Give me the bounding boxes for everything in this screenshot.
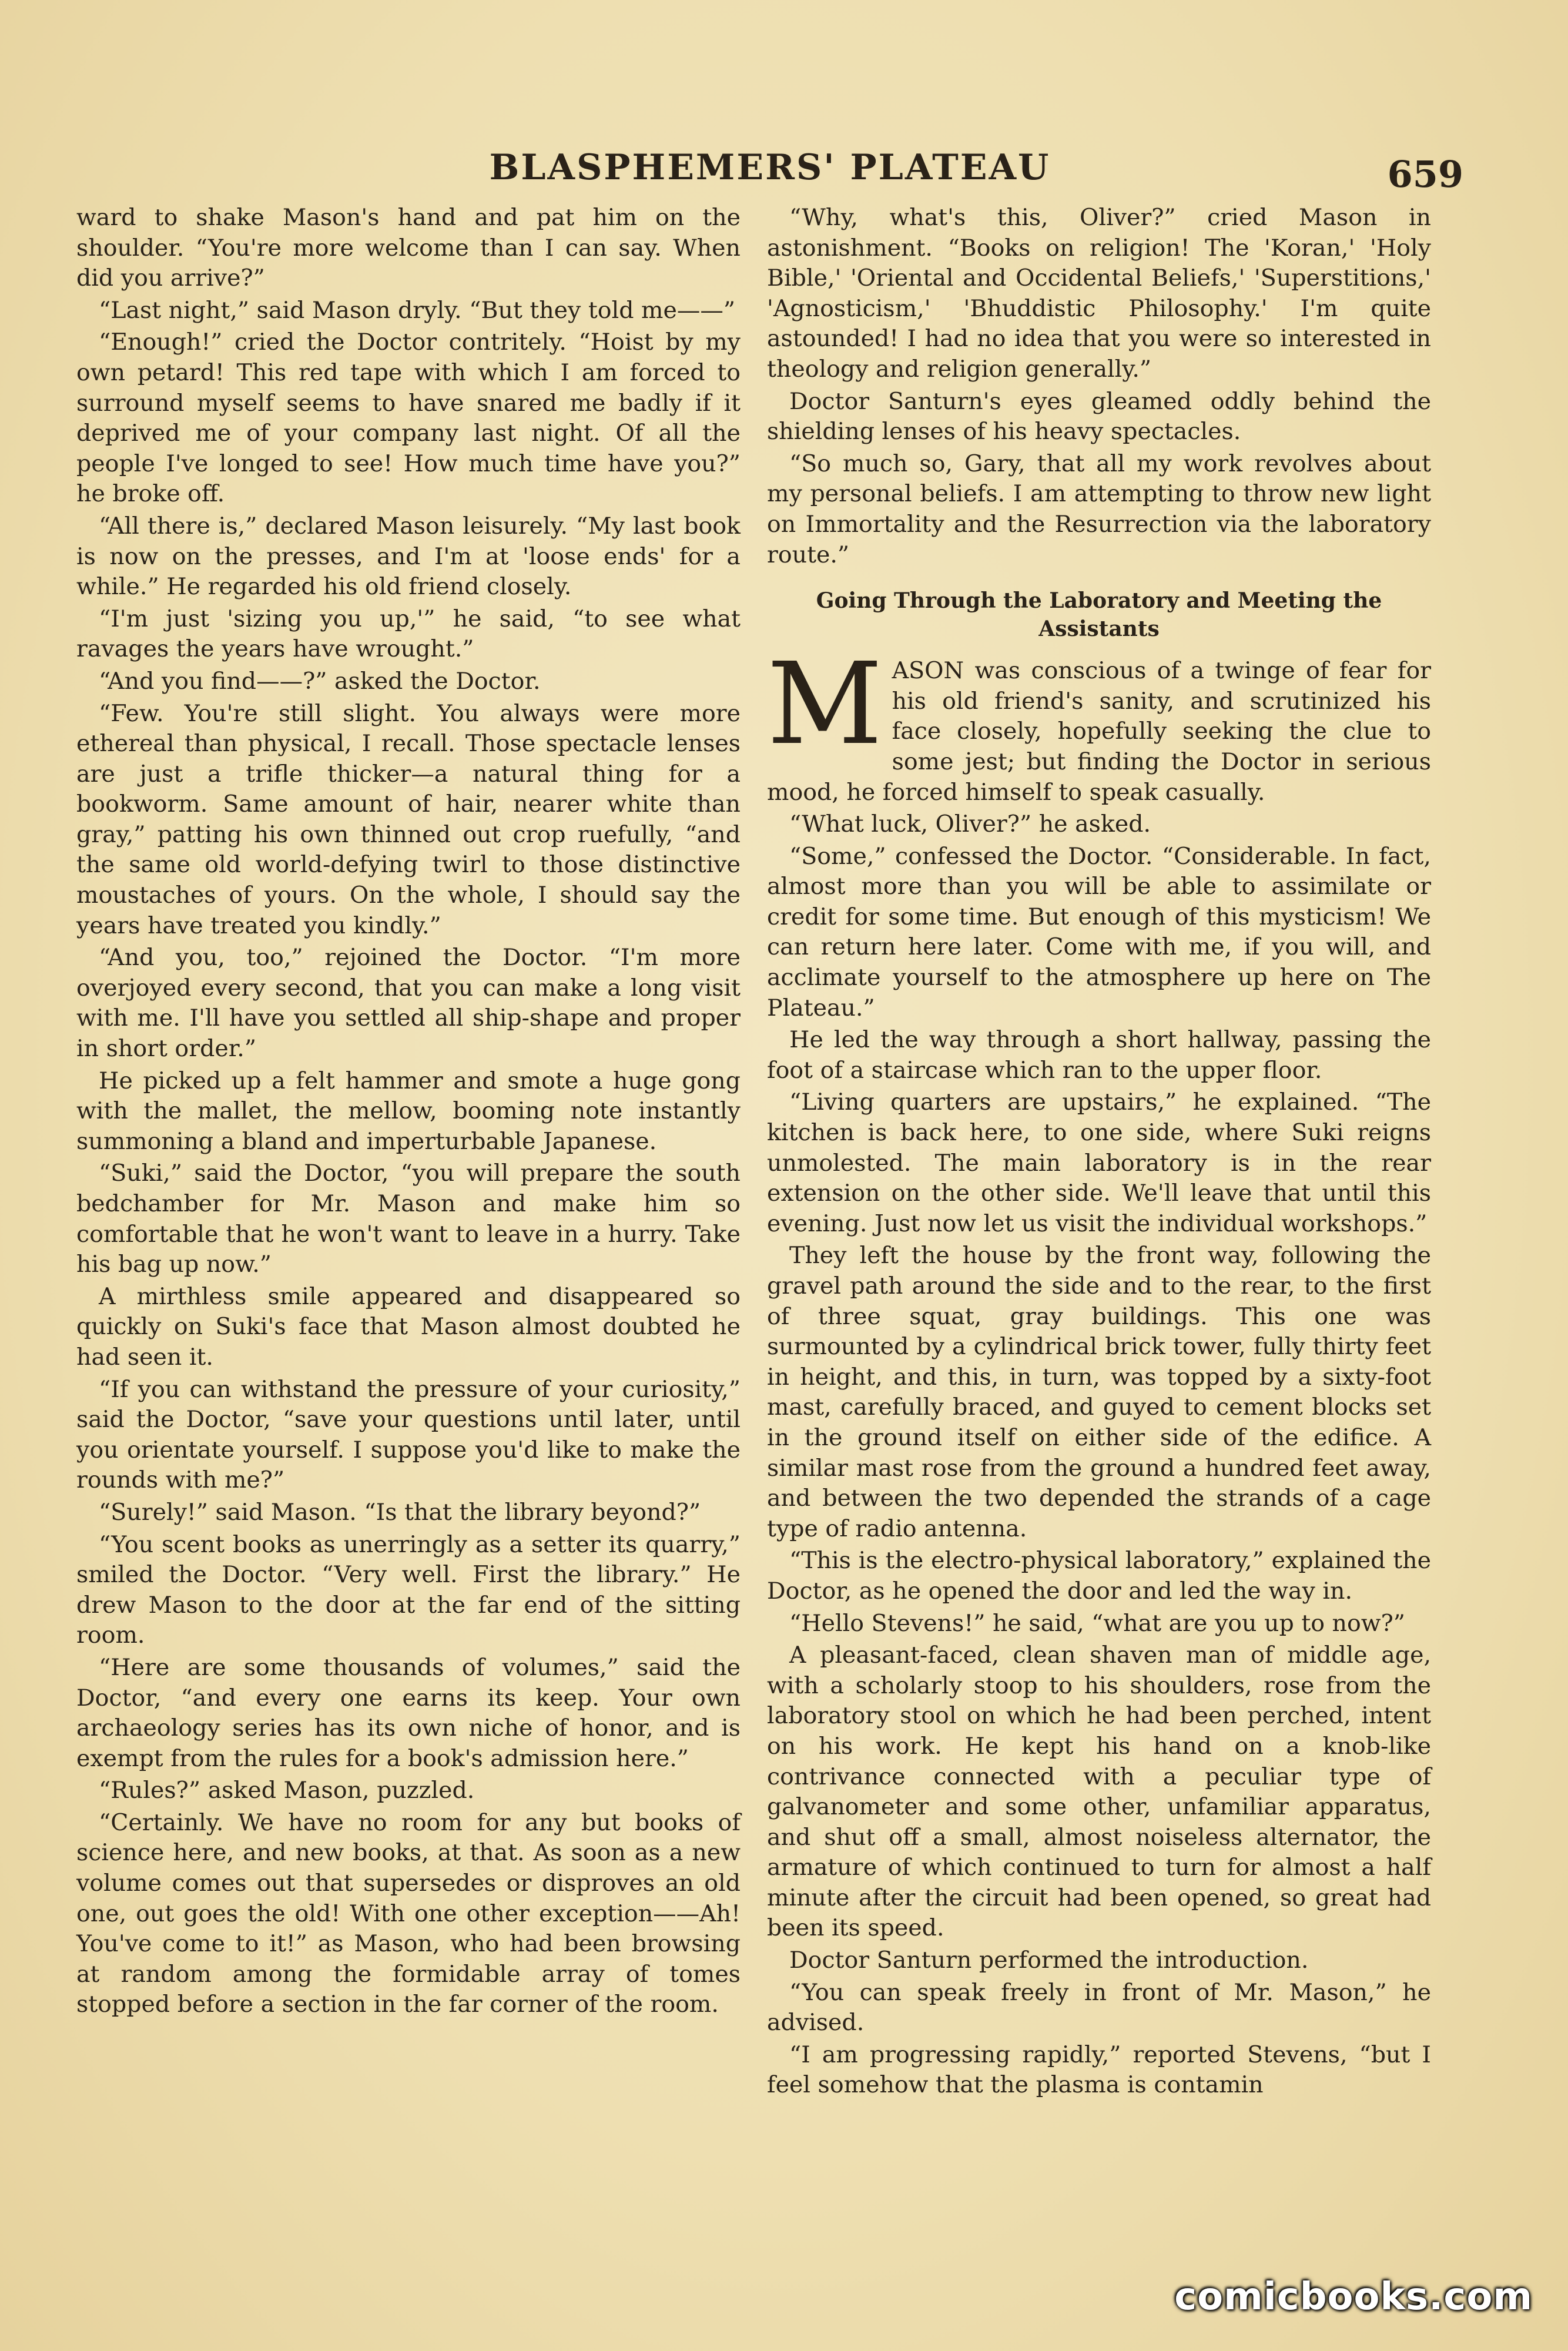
paragraph: ward to shake Mason's hand and pat him on the shoulder. “You're more welcome than I can say. When did you arrive?” [76,204,741,292]
paragraph: “Enough!” cried the Doctor contritely. “Hoist by my own petard! This red tape with which I am forced to surround myself seems to have snared me badly if it deprived me of your company last night. Of all the people I've longed to see! How much time have you?” he broke off. [76,329,741,508]
paragraph: “You scent books as unerringly as a setter its quarry,” smiled the Doctor. “Very well. First the library.” He drew Mason to the door at the far end of the sitting room. [76,1531,741,1649]
paragraph: A mirthless smile appeared and disappeared so quickly on Suki's face that Mason almost doubted he had seen it. [76,1282,741,1371]
paragraph: “So much so, Gary, that all my work revolves about my personal beliefs. I am attempting to throw new light on Immortality and the Resurrection via the laboratory route.” [767,450,1431,568]
section-heading: Going Through the Laboratory and Meeting the Assistants [816,588,1382,642]
paragraph: “Surely!” said Mason. “Is that the library beyond?” [99,1498,701,1526]
paragraph: “This is the electro-physical laboratory,” explained the Doctor, as he opened the door and led the way in. [767,1547,1431,1605]
paragraph: “What luck, Oliver?” he asked. [789,811,1151,838]
paragraph: He picked up a felt hammer and smote a huge gong with the mallet, the mellow, booming note instantly summoning a bland and imperturbable Japanese. [76,1067,741,1155]
paragraph: “And you find——?” asked the Doctor. [99,667,541,695]
drop-cap: M [767,639,883,771]
paragraph: “Certainly. We have no room for any but books of science here, and new books, at that. As soon as a new volume comes out that supersedes or disproves an old one, out goes the old! With one other exception——Ah! You've come to it!” as Mason, who had been browsing at random among the formidable array of tomes stopped before a section in the far corner of the room. [76,1809,741,2018]
running-head: BLASPHEMERS' PLATEAU [489,147,1051,188]
paragraph: “All there is,” declared Mason leisurely. “My last book is now on the presses, and I'm at 'loose ends' for a while.” He regarded his old friend closely. [76,512,741,601]
paragraph: “Why, what's this, Oliver?” cried Mason in astonishment. “Books on religion! The 'Koran,' 'Holy Bible,' 'Oriental and Occidental Beliefs,' 'Superstitions,' 'Agnosticism,' 'Bhuddistic Philosophy.' I'm quite astounded! I had no idea that you were so interested in theology and religion generally.” [767,204,1431,383]
left-column [76,203,741,2022]
paragraph: Doctor Santurn's eyes gleamed oddly behind the shielding lenses of his heavy spectacles. [767,387,1431,446]
dropcap-paragraph-text: ASON was conscious of a twinge of fear for his old friend's sanity, and scrutinized his face closely, hopefully seeking the clue to some jest; but finding the Doctor in serious mood, he forced himself to speak casually. [767,657,1431,806]
right-column [767,203,1431,2102]
paragraph: “Some,” confessed the Doctor. “Considerable. In fact, almost more than you will be able to assimilate or credit for some time. But enough of this mysticism! We can return here later. Come with me, if you will, and acclimate yourself to the atmosphere up here on The Plateau.” [767,842,1431,1022]
paragraph: “Suki,” said the Doctor, “you will prepare the south bedchamber for Mr. Mason and make him so comfortable that he won't want to leave in a hurry. Take his bag up now.” [76,1160,741,1278]
paragraph: “Hello Stevens!” he said, “what are you up to now?” [789,1609,1405,1637]
paragraph: “You can speak freely in front of Mr. Mason,” he advised. [767,1978,1431,2037]
paragraph: “I'm just 'sizing you up,'” he said, “to see what ravages the years have wrought.” [76,605,741,663]
paragraph: “Few. You're still slight. You always were more ethereal than physical, I recall. Those spectacle lenses are just a trifle thicker—a natural thing for a bookworm. Same amount of hair, nearer white than gray,” patting his own thinned out crop ruefully, “and the same old world-defying twirl to those distinctive moustaches of yours. On the whole, I should say the years have treated you kindly.” [76,699,741,939]
paragraph: A pleasant-faced, clean shaven man of middle age, with a scholarly stoop to his shoulders, rose from the laboratory stool on which he had been perched, intent on his work. He kept his hand on a knob-like contrivance connected with a peculiar type of galvanometer and some other, unfamiliar apparatus, and shut off a small, almost noiseless alternator, the armature of which continued to turn for almost a half minute after the circuit had been opened, so great had been its speed. [767,1642,1431,1942]
paragraph: “Living quarters are upstairs,” he explained. “The kitchen is back here, to one side, where Suki reigns unmolested. The main laboratory is in the rear extension on the other side. We'll leave that until this evening. Just now let us visit the individual workshops.” [767,1089,1431,1237]
dropcap-paragraph [767,639,1431,808]
page-header [76,141,1463,206]
paragraph: Doctor Santurn performed the introduction. [789,1947,1309,1974]
paragraph: They left the house by the front way, following the gravel path around the side and to the rear, to the first of three squat, gray buildings. This one was surmounted by a cylindrical brick tower, fully thirty feet in height, and this, in turn, was topped by a sixty-foot mast, carefully braced, and guyed to cement blocks set in the ground itself on either side of the edifice. A similar mast rose from the ground a hundred feet away, and between the two depended the strands of a cage type of radio antenna. [767,1242,1431,1542]
paragraph: “Rules?” asked Mason, puzzled. [99,1777,475,1804]
paragraph: He led the way through a short hallway, passing the foot of a staircase which ran to the upper floor. [767,1026,1431,1084]
paragraph: “And you, too,” rejoined the Doctor. “I'm more overjoyed every second, that you can make a long visit with me. I'll have you settled all ship-shape and proper in short order.” [76,944,741,1063]
paragraph: “Last night,” said Mason dryly. “But they told me——” [99,296,736,324]
page-number: 659 [1387,153,1463,196]
watermark: comicbooks.com [1174,2275,1533,2319]
paragraph: “If you can withstand the pressure of your curiosity,” said the Doctor, “save your questions until later, until you orientate yourself. I suppose you'd like to make the rounds with me?” [76,1375,741,1494]
paragraph: “I am progressing rapidly,” reported Stevens, “but I feel somehow that the plasma is contamin [767,2041,1431,2099]
paragraph: “Here are some thousands of volumes,” said the Doctor, “and every one earns its keep. Your own archaeology series has its own niche of honor, and is exempt from the rules for a book's admission here.” [76,1653,741,1772]
